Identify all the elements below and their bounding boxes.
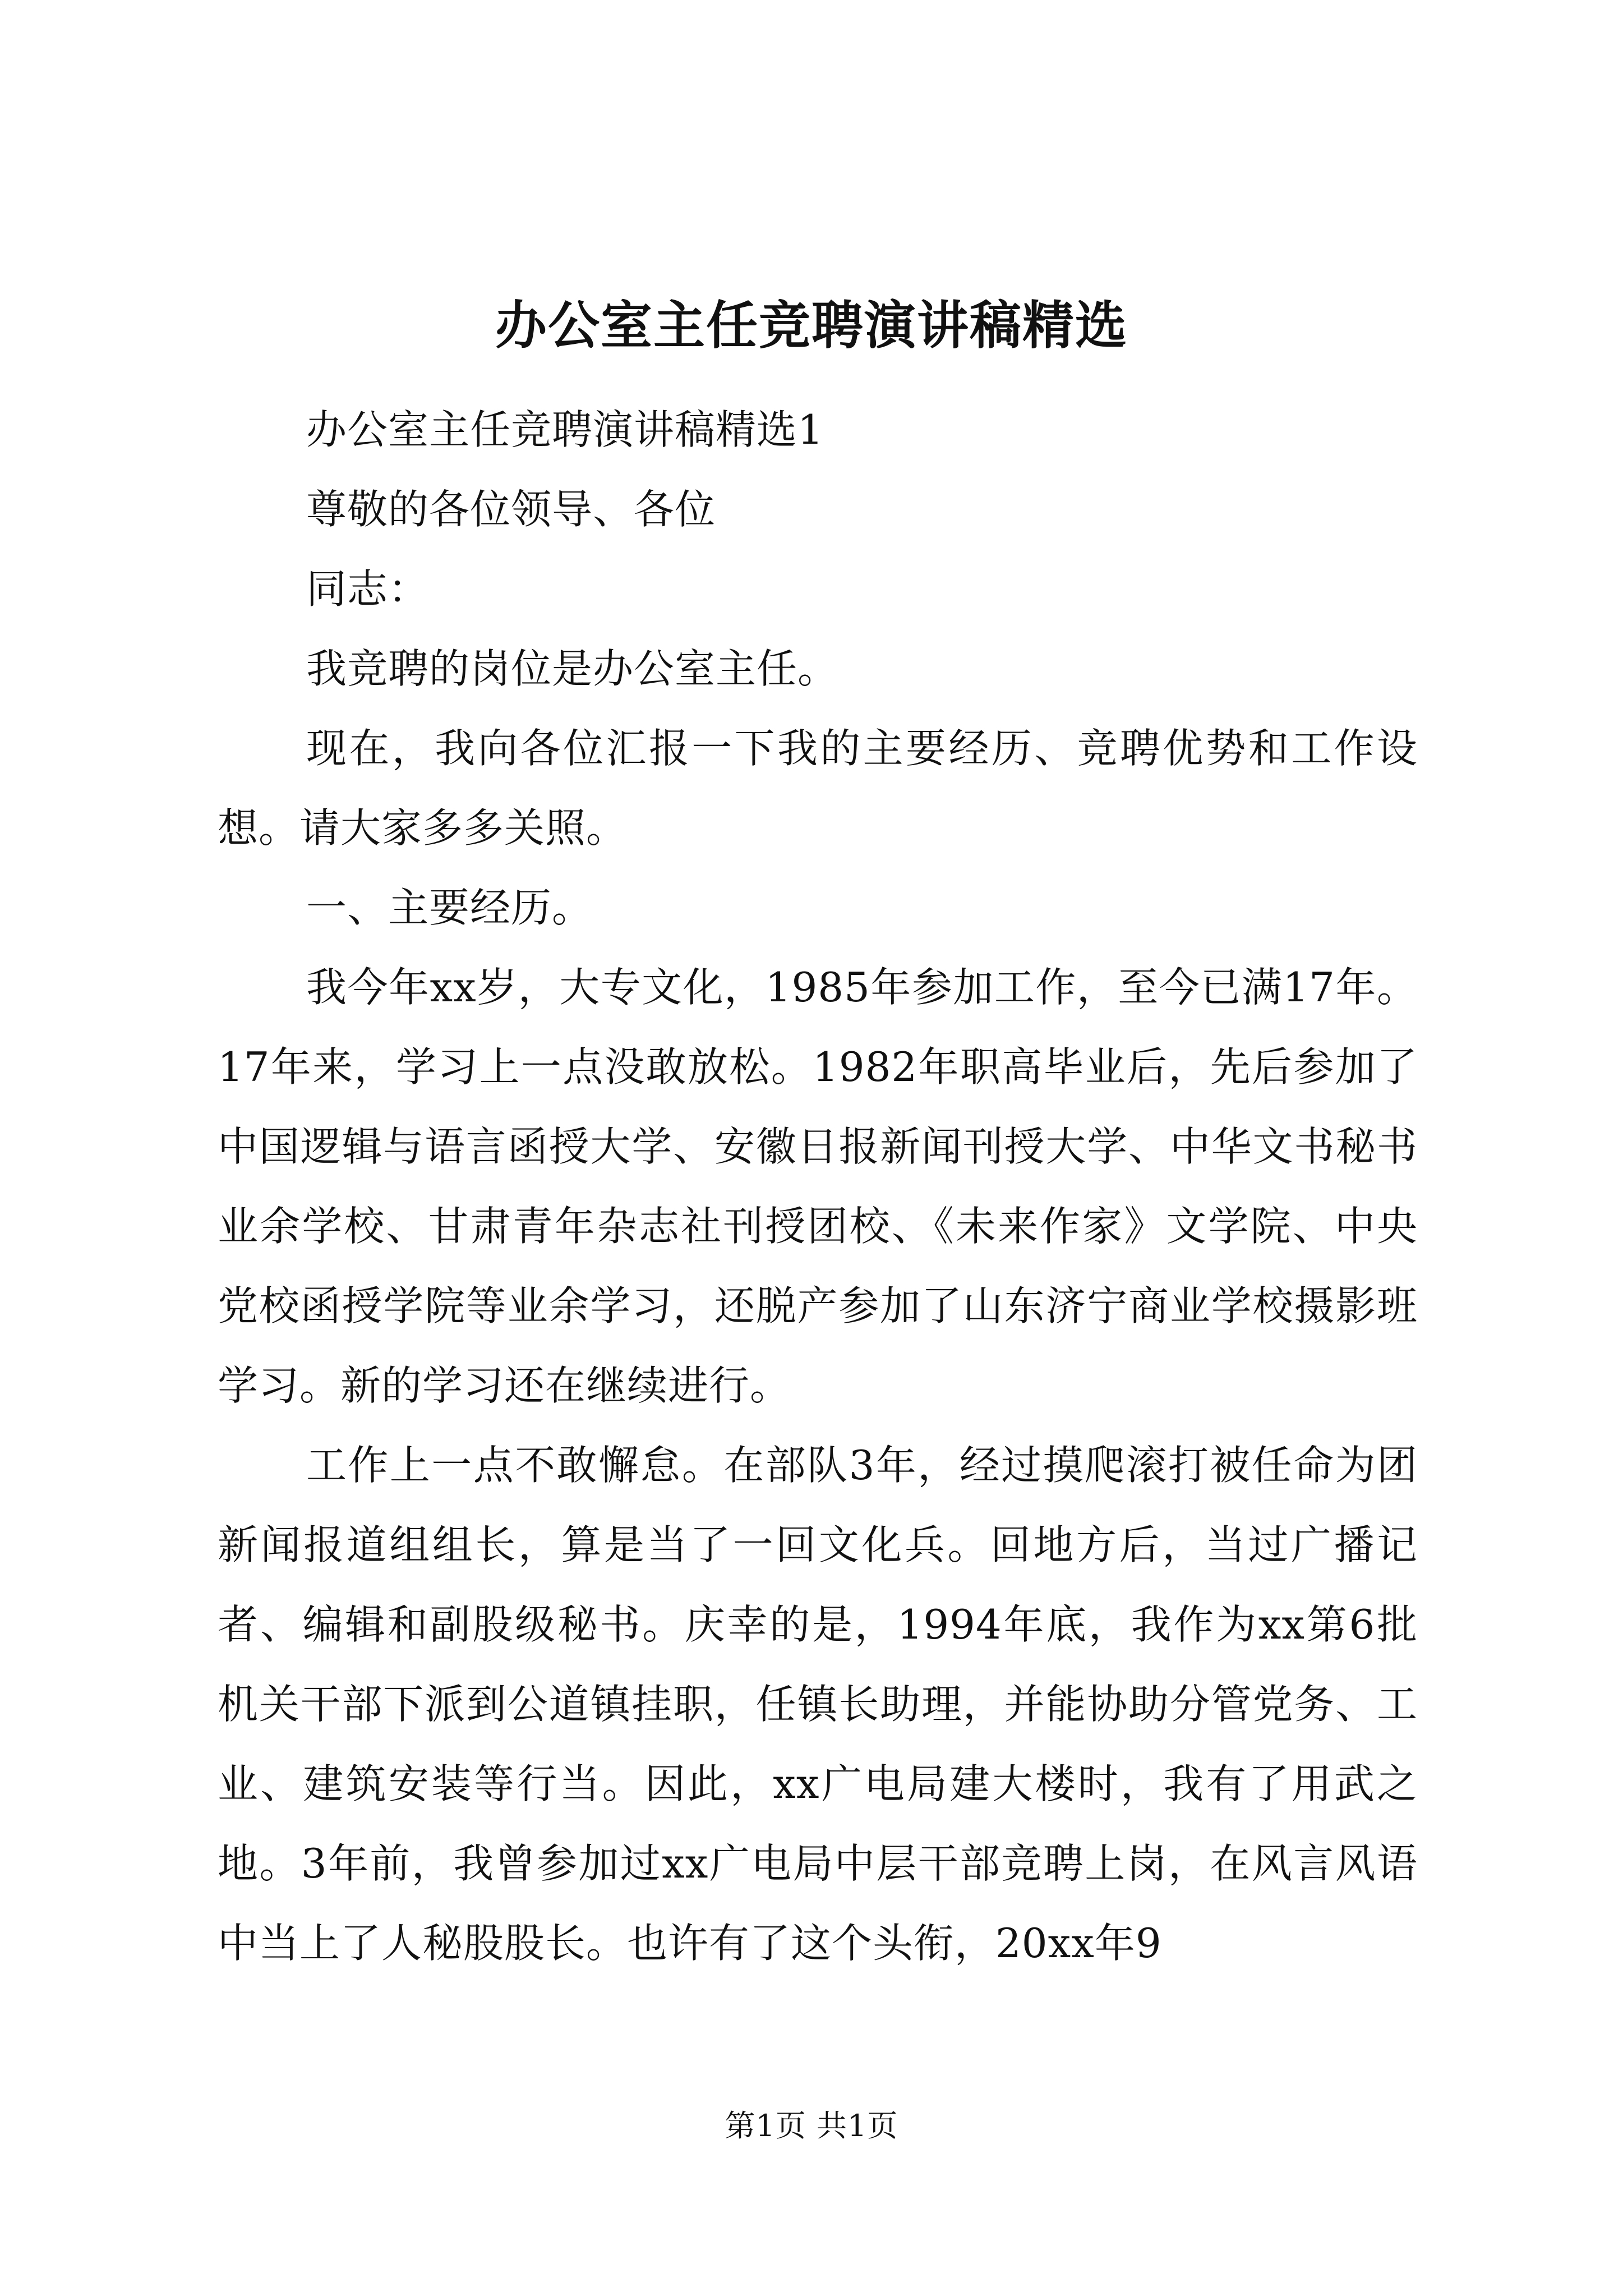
paragraph-subtitle: 办公室主任竞聘演讲稿精选1	[306, 406, 824, 453]
document-body	[218, 390, 1418, 1983]
paragraph-study: 我今年xx岁，大专文化，1985年参加工作，至今已满17年。17年来，学习上一点没敢放松。1982年职高毕业后，先后参加了中国逻辑与语言函授大学、安徽日报新闻刊授大学、中华文书秘书业余学校、甘肃青年杂志社刊授团校、《未来作家》文学院、中央党校函授学院等业余学习，还脱产参加了山东济宁商业学校摄影班学习。新的学习还在继续进行。	[218, 964, 1418, 1409]
paragraph-work: 工作上一点不敢懈怠。在部队3年，经过摸爬滚打被任命为团新闻报道组组长，算是当了一回文化兵。回地方后，当过广播记者、编辑和副股级秘书。庆幸的是，1994年底，我作为xx第6批机关干部下派到公道镇挂职，任镇长助理，并能协助分管党务、工业、建筑安装等行当。因此，xx广电局建大楼时，我有了用武之地。3年前，我曾参加过xx广电局中层干部竞聘上岗，在风言风语中当上了人秘股股长。也许有了这个头衔，20xx年9	[218, 1442, 1418, 1967]
paragraph-intro: 现在，我向各位汇报一下我的主要经历、竞聘优势和工作设想。请大家多多关照。	[218, 725, 1418, 852]
paragraph-salutation-end: 同志：	[306, 565, 430, 613]
document-title: 办公室主任竞聘演讲稿精选	[495, 295, 1128, 356]
section-heading-experience: 一、主要经历。	[306, 884, 593, 931]
paragraph-position: 我竞聘的岗位是办公室主任。	[306, 645, 839, 692]
paragraph-salutation: 尊敬的各位领导、各位	[306, 486, 716, 533]
page-footer: 第1页 共1页	[725, 2108, 898, 2143]
